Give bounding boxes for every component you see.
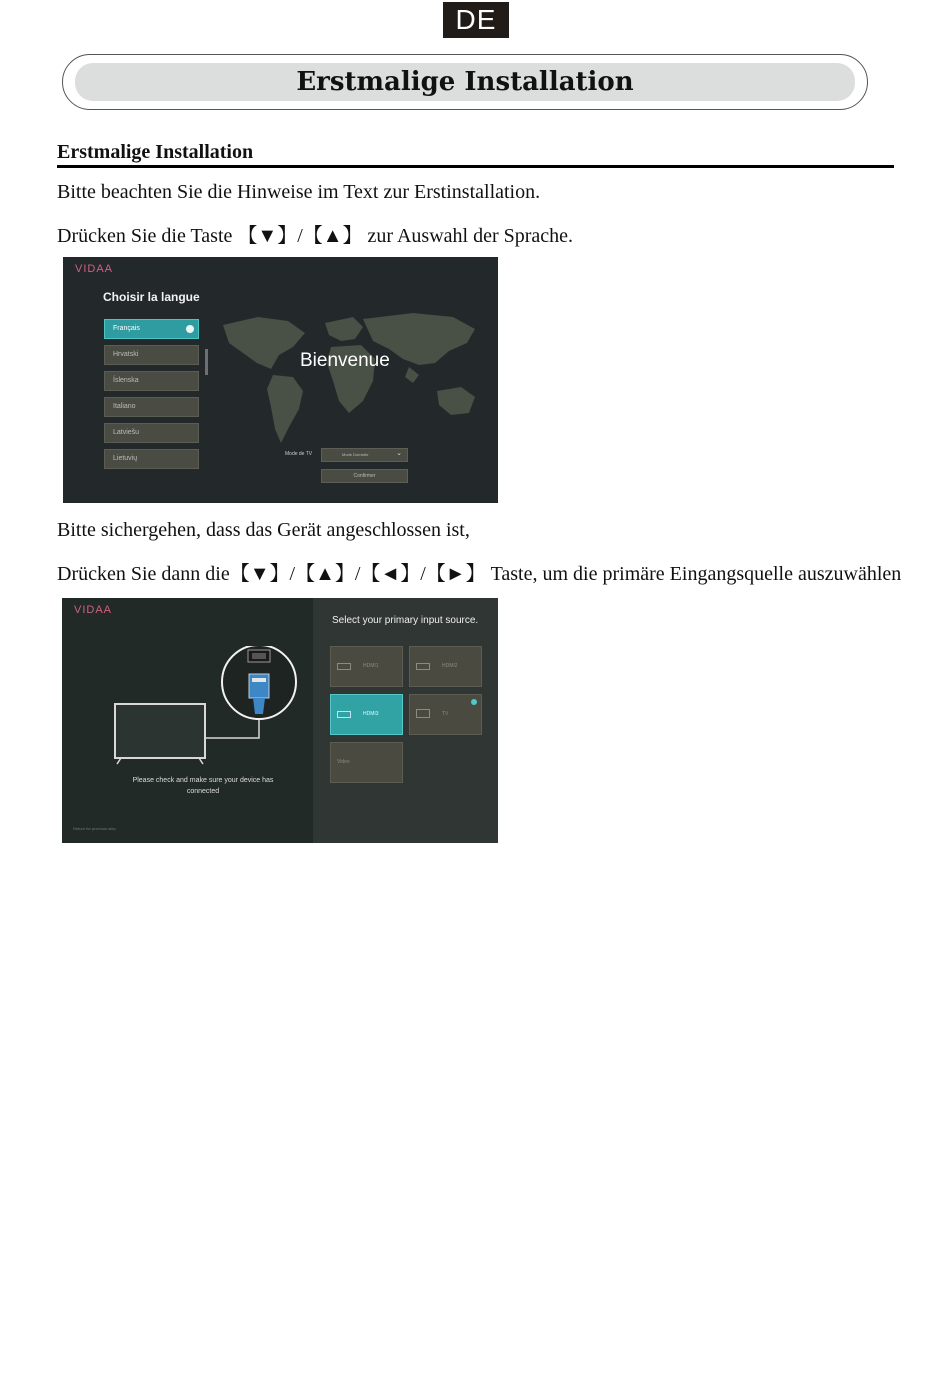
language-list-scrollbar[interactable] — [205, 349, 208, 375]
language-option-label: Latviešu — [113, 429, 140, 436]
source-tile-video[interactable] — [330, 742, 403, 783]
language-option[interactable] — [104, 371, 199, 391]
connection-paragraph: Bitte sichergehen, dass das Gerät angeschlossen ist, — [57, 519, 470, 541]
source-tile-hdmi2[interactable] — [409, 646, 482, 687]
source-label: HDMI2 — [442, 663, 458, 669]
tv-connection-illustration — [107, 646, 307, 771]
language-instruction: Drücken Sie die Taste 【▼】/【▲】 zur Auswahl der Sprache. — [57, 225, 574, 247]
language-selection-screenshot — [63, 257, 498, 503]
source-label: HDMI1 — [363, 663, 379, 669]
footer-hint: Return for previous step — [73, 826, 116, 831]
input-source-prompt: Select your primary input source. — [332, 615, 479, 626]
input-source-screenshot — [62, 598, 498, 843]
language-option-label: Français — [113, 325, 140, 332]
input-source-instruction: Drücken Sie dann die【▼】/【▲】/【◄】/【►】 Taste, um die primäre Eingangsquelle auszuwählen — [57, 563, 902, 585]
source-tile-hdmi3[interactable] — [330, 694, 403, 735]
language-option[interactable] — [104, 345, 199, 365]
title-banner — [62, 54, 868, 110]
source-label: Video — [337, 759, 350, 765]
language-option-label: Hrvatski — [113, 351, 139, 358]
language-option[interactable] — [104, 449, 199, 469]
hdmi-port-icon — [416, 663, 430, 670]
vidaa-logo: VIDAA — [74, 604, 113, 616]
source-label: HDMI3 — [363, 711, 379, 717]
hdmi-port-icon — [337, 663, 351, 670]
chevron-down-icon: ⌄ — [396, 450, 402, 457]
tv-mode-value: Mode Domicile — [342, 452, 369, 457]
confirm-button[interactable]: Confirmer — [321, 469, 408, 483]
source-label: TV — [442, 711, 449, 717]
language-option[interactable] — [104, 319, 199, 339]
language-option[interactable] — [104, 423, 199, 443]
intro-paragraph: Bitte beachten Sie die Hinweise im Text zur Erstinstallation. — [57, 181, 541, 203]
tv-mode-select[interactable] — [321, 448, 408, 462]
tv-mode-label: Mode de TV — [285, 451, 313, 457]
language-option-label: Italiano — [113, 403, 136, 410]
active-indicator-icon — [471, 699, 477, 705]
source-tile-hdmi1[interactable] — [330, 646, 403, 687]
vidaa-logo: VIDAA — [75, 263, 114, 275]
page-title: Erstmalige Installation — [75, 63, 855, 101]
connection-message: Please check and make sure your device has connected — [132, 777, 274, 795]
selected-check-icon — [186, 325, 194, 333]
tv-icon — [416, 709, 430, 718]
section-heading: Erstmalige Installation — [57, 141, 254, 163]
language-badge: DE — [443, 2, 509, 38]
language-option[interactable] — [104, 397, 199, 417]
source-tile-tv[interactable] — [409, 694, 482, 735]
hdmi-port-icon — [337, 711, 351, 718]
welcome-text: Bienvenue — [300, 350, 390, 371]
language-screen-title: Choisir la langue — [103, 290, 200, 304]
world-map-graphic — [213, 305, 493, 455]
language-option-label: Lietuvių — [113, 455, 138, 462]
language-option-label: Íslenska — [113, 377, 139, 384]
section-divider — [57, 165, 894, 168]
